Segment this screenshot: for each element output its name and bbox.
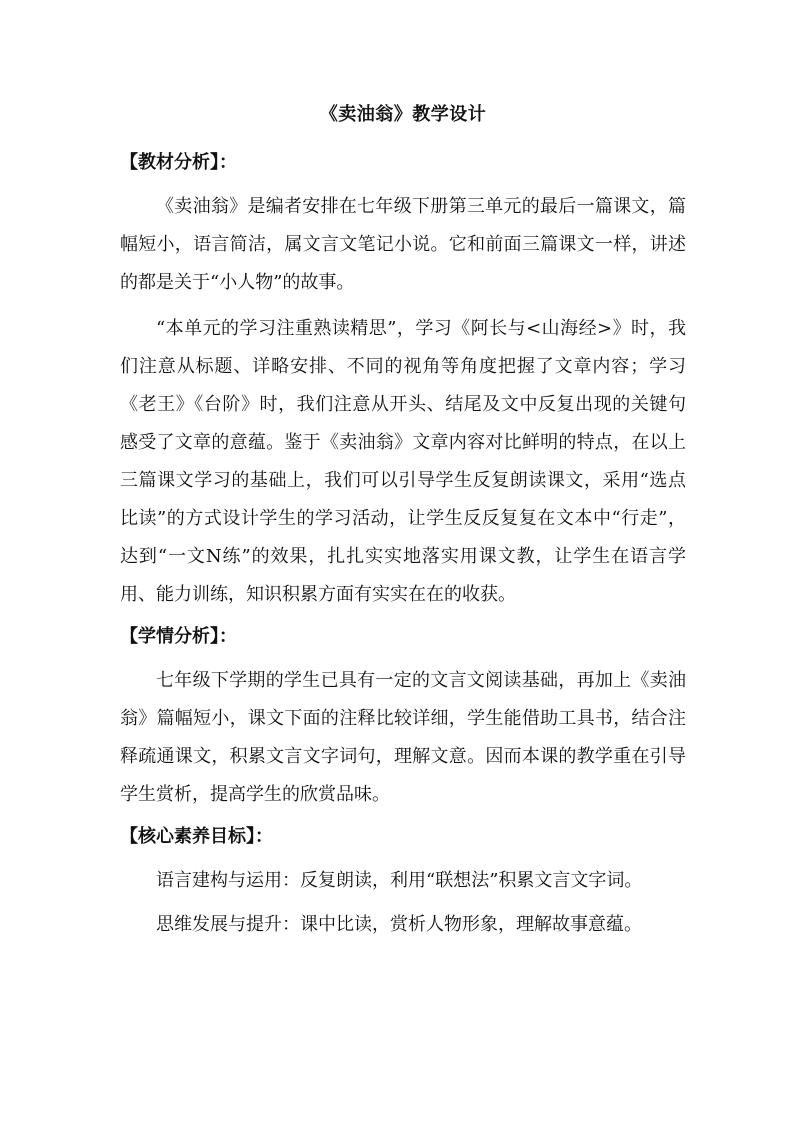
paragraph-textbook-1: 《卖油翁》是编者安排在七年级下册第三单元的最后一篇课文，篇幅短小，语言简洁，属文言文笔记小说。它和前面三篇课文一样，讲述的都是关于“小人物”的故事。 (120, 196, 686, 293)
section-heading-goals: 【核心素养目标】： (120, 826, 273, 847)
goal-item-language: 语言建构与运用：反复朗读，利用“联想法”积累文言文字词。 (156, 870, 643, 891)
paragraph-textbook-2: “本单元的学习注重熟读精思”，学习《阿长与<山海经>》时，我们注意从标题、详略安排、不同的视角等角度把握了文章内容；学习《老王》《台阶》时，我们注意从开头、结尾及文中反复出现的关键句感受了文章的意蕴。鉴于《卖油翁》文章内容对比鲜明的特点，在以上三篇课文学习的基础上，我们可以引导学生反复朗读课文，采用“选点比读”的方式设计学生的学习活动，让学生反反复复在文本中“行走”，达到“一文N练”的效果，扎扎实实地落实用课文教，让学生在语言学用、能力训练，知识积累方面有实实在在的收获。 (120, 318, 686, 605)
goal-item-thinking: 思维发展与提升：课中比读，赏析人物形象，理解故事意蕴。 (156, 914, 642, 935)
document-page (120, 100, 686, 950)
section-heading-students: 【学情分析】： (120, 626, 237, 647)
section-core-goals (120, 822, 686, 944)
section-heading-textbook: 【教材分析】： (120, 152, 237, 173)
section-textbook-analysis (120, 148, 686, 614)
page-title: 《卖油翁》教学设计 (319, 104, 487, 125)
section-student-analysis (120, 622, 686, 814)
paragraph-students-1: 七年级下学期的学生已具有一定的文言文阅读基础，再加上《卖油翁》篇幅短小，课文下面的注释比较详细，学生能借助工具书，结合注释疏通课文，积累文言文字词句，理解文意。因而本课的教学重在引导学生赏析，提高学生的欣赏品味。 (120, 670, 686, 805)
